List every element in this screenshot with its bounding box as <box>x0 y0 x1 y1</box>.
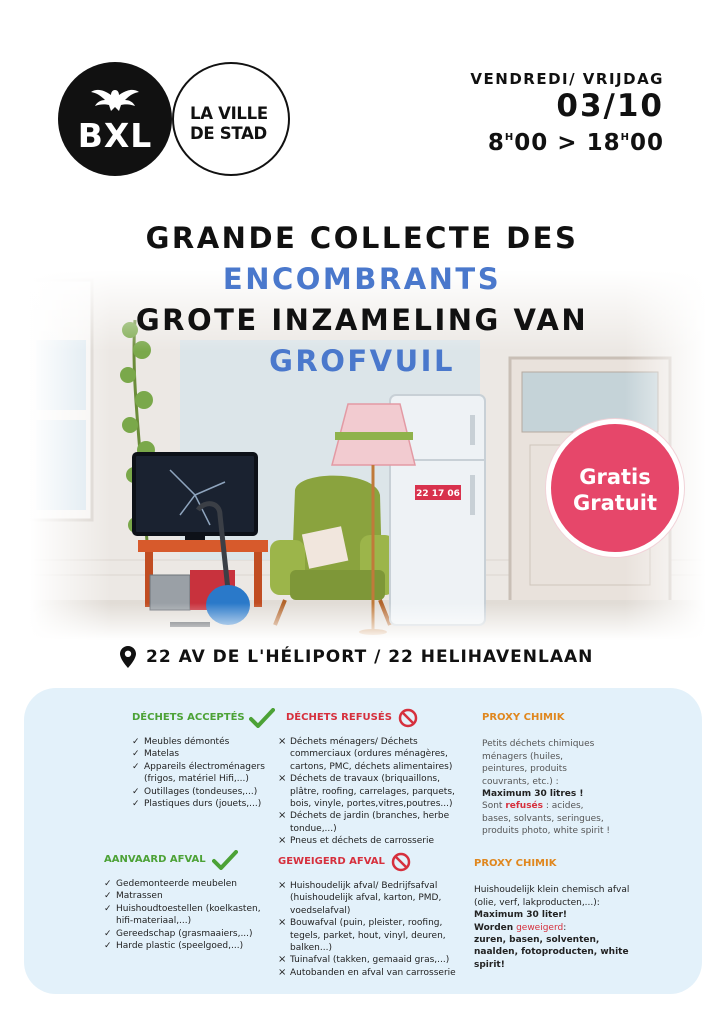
fr-accepted-list <box>132 736 282 810</box>
nl-proxy-worden: Worden <box>474 922 514 933</box>
fr-refused-title: DÉCHETS REFUSÉS <box>286 711 392 723</box>
nl-proxy-refused-text: zuren, basen, solventen, naalden, fotoproducten, white spirit! <box>474 935 629 970</box>
list-item: ✓ Huishoudtoestellen (koelkasten, hifi-materiaal,...) <box>104 903 274 928</box>
headline <box>0 218 724 382</box>
list-item: × Autobanden en afval van carrosserie <box>278 967 468 979</box>
fr-proxy-sont: Sont <box>482 801 503 812</box>
nl-accepted-column <box>104 850 274 952</box>
hours-end-sup: H <box>620 132 630 143</box>
list-item: ✓ Gedemonteerde meubelen <box>104 878 274 890</box>
checkmark-icon <box>212 850 238 870</box>
hours-start-min: 00 <box>514 130 549 156</box>
bxl-logo <box>58 62 172 176</box>
list-item: × Déchets de travaux (briquaillons, plâtre, roofing, carrelages, parquets, bois, vinyle, portes,vitres,poutres...) <box>278 773 460 810</box>
badge-line1: Gratis <box>579 465 651 489</box>
ville-line2: DE STAD <box>190 124 267 143</box>
event-date: 03/10 <box>556 88 664 124</box>
list-item: × Bouwafval (puin, pleister, roofing, tegels, parket, hout, vinyl, deuren, balken...) <box>278 917 468 954</box>
fr-accepted-column <box>132 708 282 810</box>
list-item: × Huishoudelijk afval/ Bedrijfsafval (huishoudelijk afval, karton, PMD, voedselafval) <box>278 880 468 917</box>
fr-proxy-text: Petits déchets chimiques ménagers (huiles, peintures, produits couvrants, etc.) : <box>482 739 595 787</box>
location-pin-icon <box>120 646 136 668</box>
nl-refused-title: GEWEIGERD AFVAL <box>278 855 385 867</box>
event-date-block <box>470 70 664 157</box>
list-item: ✓ Plastiques durs (jouets,...) <box>132 798 282 810</box>
fr-proxy-column <box>482 712 610 838</box>
info-panel <box>24 688 702 994</box>
list-item: × Tuinafval (takken, gemaaid gras,...) <box>278 954 468 966</box>
list-item: ✓ Outillages (tondeuses,...) <box>132 786 282 798</box>
free-badge <box>546 419 684 557</box>
address-text: 22 AV DE L'HÉLIPORT / 22 HELIHAVENLAAN <box>146 647 594 667</box>
list-item: × Déchets de jardin (branches, herbe tondue,...) <box>278 810 460 835</box>
list-item: ✓ Appareils électroménagers (frigos, matériel Hifi,...) <box>132 761 282 786</box>
list-item: ✓ Matelas <box>132 748 282 760</box>
ville-logo <box>172 62 290 176</box>
hours-end: 18 <box>586 130 621 156</box>
fr-refused-column <box>278 708 460 848</box>
hours-start-sup: H <box>504 132 515 143</box>
nl-proxy-refused: Worden geweigerd: <box>474 922 567 933</box>
nl-refused-column <box>278 852 468 979</box>
hours-end-min: 00 <box>629 130 664 156</box>
nl-refused-heading <box>278 852 468 872</box>
title-fr-line2: ENCOMBRANTS <box>222 262 502 296</box>
nl-proxy-text: Huishoudelijk klein chemisch afval (olie, verf, lakproducten,...): <box>474 885 630 908</box>
badge-line2: Gratuit <box>573 491 657 515</box>
fr-proxy-refused-text: : acides, bases, solvants, seringues, produits photo, white spirit ! <box>482 801 610 837</box>
list-item: ✓ Gereedschap (grasmaaiers,...) <box>104 928 274 940</box>
title-fr-line1: GRANDE COLLECTE DES <box>145 221 579 255</box>
checkmark-icon <box>249 708 275 728</box>
bxl-text: BXL <box>77 116 153 155</box>
hours-sep: > <box>548 130 587 156</box>
nl-accepted-heading <box>104 850 274 870</box>
title-nl-line2: GROFVUIL <box>269 344 455 378</box>
nl-refused-list <box>278 880 468 979</box>
nl-proxy-title: PROXY CHIMIK <box>474 858 557 869</box>
fr-proxy-title: PROXY CHIMIK <box>482 712 565 723</box>
prohibited-icon <box>398 708 418 728</box>
fr-refused-heading <box>286 708 460 728</box>
fr-proxy-max: Maximum 30 litres ! <box>482 789 584 800</box>
fr-accepted-heading <box>132 708 282 728</box>
list-item: ✓ Meubles démontés <box>132 736 282 748</box>
fr-refused-list <box>278 736 460 848</box>
fr-proxy-refused-word: refusés <box>505 801 544 812</box>
fr-proxy-refused <box>482 800 610 837</box>
ville-line1: LA VILLE <box>190 104 268 123</box>
list-item: ✓ Harde plastic (speelgoed,...) <box>104 940 274 952</box>
nl-accepted-list <box>104 878 274 952</box>
title-nl-line1: GROTE INZAMELING VAN <box>135 303 589 337</box>
nl-proxy-column <box>474 858 634 971</box>
hours-start: 8 <box>487 130 505 156</box>
nl-accepted-title: AANVAARD AFVAL <box>104 853 206 865</box>
event-day: VENDREDI/ VRIJDAG <box>470 70 664 88</box>
nl-proxy-refused-word: geweigerd <box>516 922 564 933</box>
nl-proxy-max: Maximum 30 liter! <box>474 910 567 921</box>
list-item: × Déchets ménagers/ Déchets commerciaux (ordures ménagères, cartons, PMC, déchets alimentaires) <box>278 736 460 773</box>
event-hours <box>470 124 664 157</box>
list-item: ✓ Matrassen <box>104 890 274 902</box>
bird-icon <box>89 84 141 112</box>
prohibited-icon <box>391 852 411 872</box>
list-item: × Pneus et déchets de carrosserie <box>278 835 460 847</box>
address <box>120 646 593 668</box>
fr-accepted-title: DÉCHETS ACCEPTÉS <box>132 711 245 723</box>
